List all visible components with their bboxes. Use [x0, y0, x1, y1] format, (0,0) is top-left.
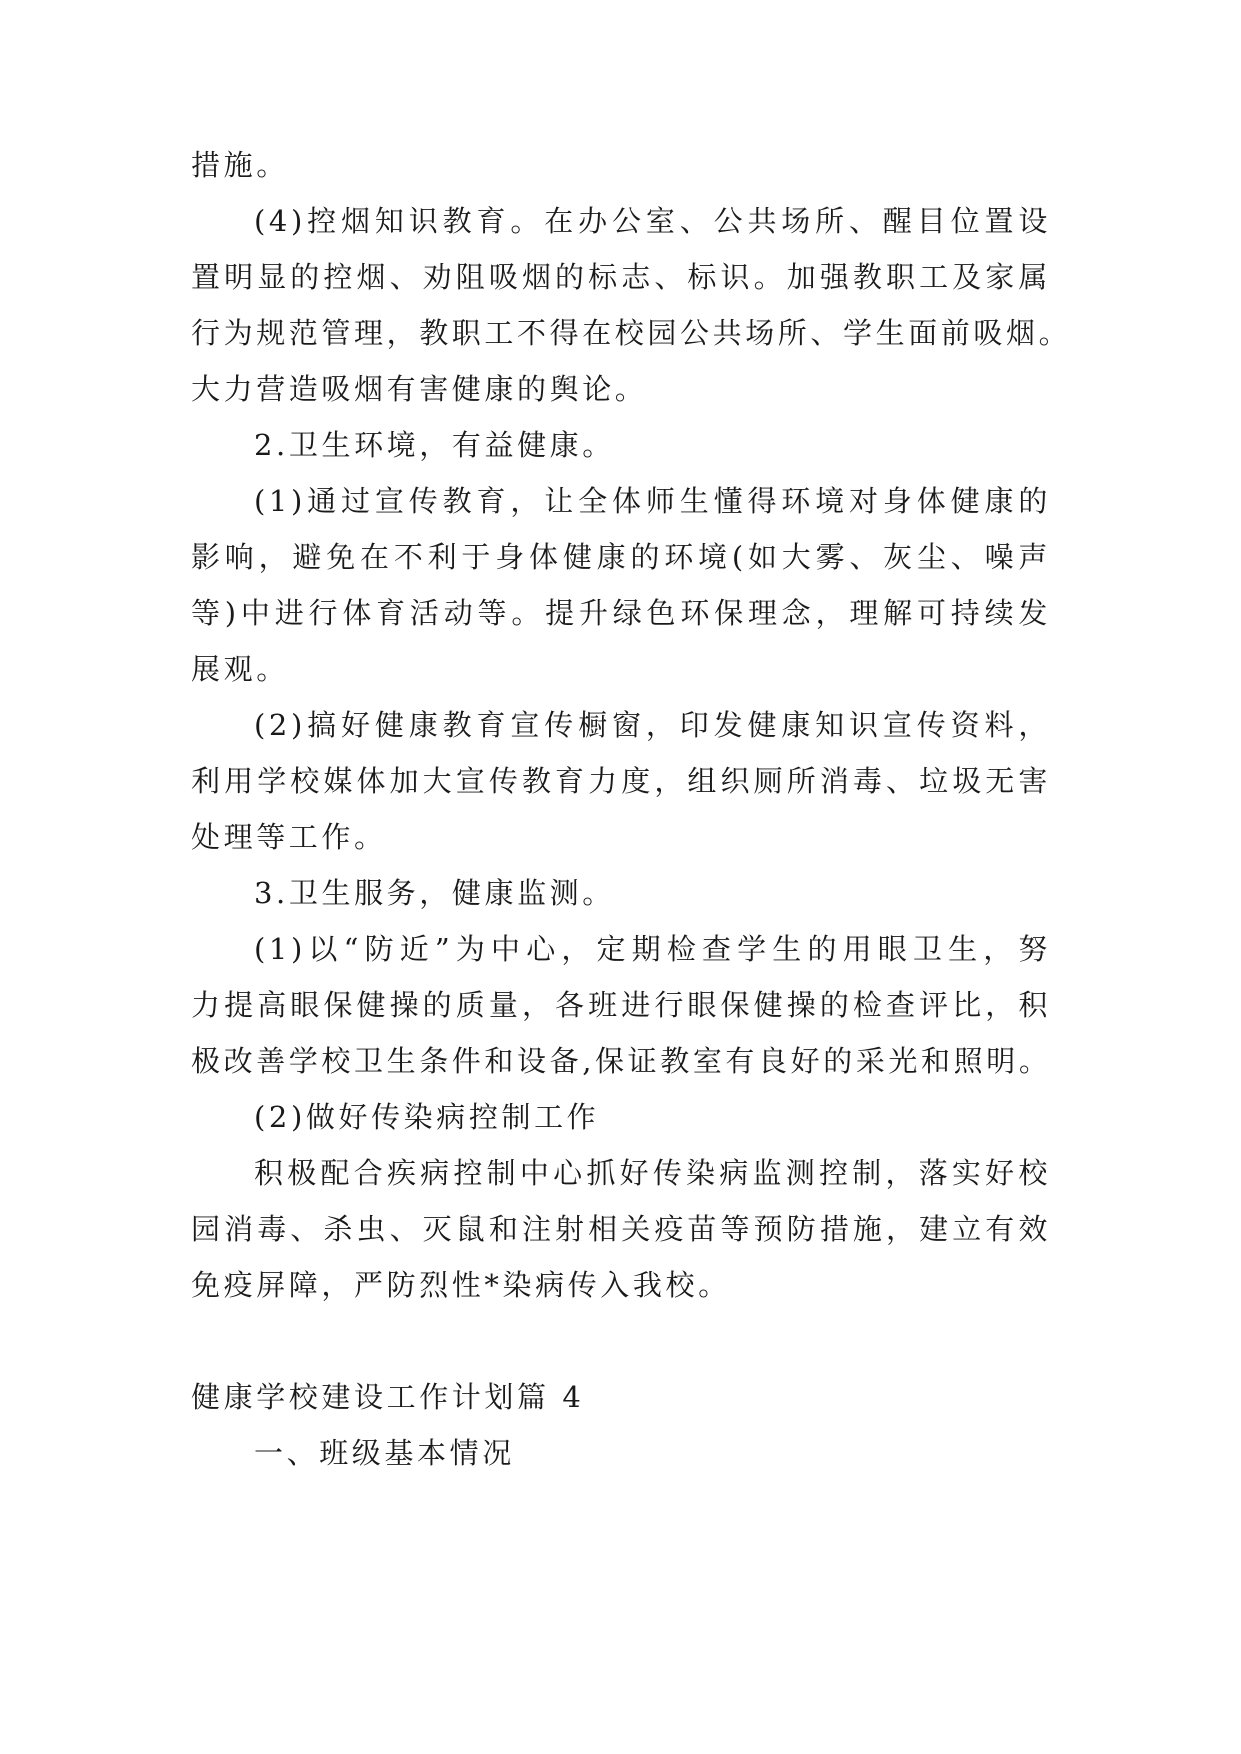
section-heading: 健康学校建设工作计划篇 4: [191, 1380, 585, 1414]
subsection-heading: 一、班级基本情况: [254, 1436, 515, 1470]
text-line: (1)通过宣传教育，让全体师生懂得环境对身体健康的: [254, 484, 1051, 518]
text-line: 2.卫生环境，有益健康。: [254, 428, 615, 462]
text-line: (2)搞好健康教育宣传橱窗，印发健康知识宣传资料，: [254, 708, 1051, 742]
text-line: 等)中进行体育活动等。提升绿色环保理念，理解可持续发: [191, 596, 1051, 630]
text-line: 力提高眼保健操的质量，各班进行眼保健操的检查评比，积: [191, 988, 1051, 1022]
text-line: (4)控烟知识教育。在办公室、公共场所、醒目位置设: [254, 204, 1051, 238]
text-line: 行为规范管理，教职工不得在校园公共场所、学生面前吸烟。: [191, 316, 1072, 350]
text-line: (2)做好传染病控制工作: [254, 1100, 600, 1134]
text-line: 利用学校媒体加大宣传教育力度，组织厕所消毒、垃圾无害: [191, 764, 1051, 798]
text-line: 免疫屏障，严防烈性*染病传入我校。: [191, 1268, 731, 1302]
text-line: 大力营造吸烟有害健康的舆论。: [191, 372, 648, 406]
text-line: 极改善学校卫生条件和设备,保证教室有良好的采光和照明。: [191, 1044, 1052, 1078]
text-line: 园消毒、杀虫、灭鼠和注射相关疫苗等预防措施，建立有效: [191, 1212, 1051, 1246]
text-line: 措施。: [191, 148, 289, 182]
text-line: 积极配合疾病控制中心抓好传染病监测控制，落实好校: [254, 1156, 1051, 1190]
text-line: 置明显的控烟、劝阻吸烟的标志、标识。加强教职工及家属: [191, 260, 1051, 294]
text-line: 影响，避免在不利于身体健康的环境(如大雾、灰尘、噪声: [191, 540, 1051, 574]
text-line: 展观。: [191, 652, 289, 686]
text-line: 3.卫生服务，健康监测。: [254, 876, 615, 910]
text-line: (1)以“防近”为中心，定期检查学生的用眼卫生，努: [254, 932, 1051, 966]
text-line: 处理等工作。: [191, 820, 387, 854]
